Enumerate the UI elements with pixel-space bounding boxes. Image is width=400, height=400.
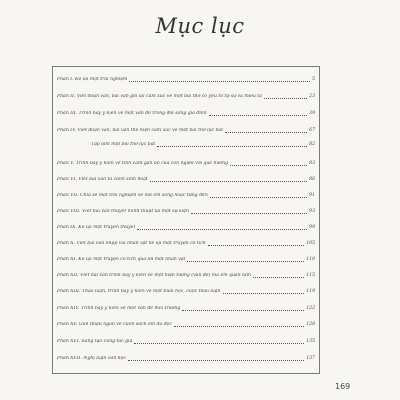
toc-entry-text: Phần VI. Viết bài văn tả cảnh sinh hoạt xyxy=(57,177,148,182)
toc-entry[interactable] xyxy=(57,107,315,117)
toc-entry[interactable] xyxy=(57,269,315,279)
toc-entry-page: 105 xyxy=(306,241,315,246)
toc-entry[interactable] xyxy=(57,318,315,328)
toc-leader-dots xyxy=(209,115,307,116)
toc-entry-page: 86 xyxy=(309,177,315,182)
toc-entry[interactable] xyxy=(57,253,315,263)
toc-entry-text: Phần IX. Kể lại một truyền thuyết xyxy=(57,225,136,230)
toc-entry-page: 82 xyxy=(309,142,315,147)
toc-entry-text: Phần III. Trình bày ý kiến về một vấn đề trong đời sống gia đình xyxy=(57,111,207,116)
toc-entry-page: 99 xyxy=(309,225,315,230)
toc-entry[interactable] xyxy=(57,173,315,183)
toc-entry-page: 23 xyxy=(309,94,315,99)
toc-leader-dots xyxy=(182,310,304,311)
toc-entry[interactable] xyxy=(57,352,315,362)
toc-leader-dots xyxy=(137,229,307,230)
toc-leader-dots xyxy=(253,277,304,278)
toc-leader-dots xyxy=(157,146,307,147)
toc-entry-text: Phần X. Viết bài văn nhập vai nhân vật kể lại một truyện cổ tích xyxy=(57,241,206,246)
toc-entry[interactable] xyxy=(57,124,315,134)
toc-entry-page: 5 xyxy=(312,77,315,82)
toc-leader-dots xyxy=(187,261,304,262)
toc-entry-page: 110 xyxy=(306,257,315,262)
toc-leader-dots xyxy=(210,197,307,198)
toc-entry-text: Phần VIII. Viết bài văn thuyết minh thuật lại một sự kiện xyxy=(57,209,189,214)
toc-leader-dots xyxy=(174,326,304,327)
toc-sub-entry[interactable] xyxy=(91,138,315,148)
toc-entry-page: 128 xyxy=(306,322,315,327)
toc-entry-page: 119 xyxy=(306,289,315,294)
toc-entry[interactable] xyxy=(57,73,315,83)
toc-entry-text: Phần V. Trình bày ý kiến về tình cảm gắn bó của con người với quê hương xyxy=(57,161,229,166)
toc-entry-page: 115 xyxy=(306,273,315,278)
page-number: 169 xyxy=(335,382,351,391)
toc-entry-page: 83 xyxy=(309,161,315,166)
toc-leader-dots xyxy=(150,181,307,182)
toc-entry-text: Phần XVI. Sáng tạo cùng tác giả xyxy=(57,339,133,344)
table-of-contents xyxy=(52,66,320,374)
toc-entry[interactable] xyxy=(57,237,315,247)
toc-entry-text: Phần XIII. Thảo luận, trình bày ý kiến về một buổi học, cuộc thảo luận xyxy=(57,289,221,294)
toc-entry[interactable] xyxy=(57,221,315,231)
toc-entry[interactable] xyxy=(57,285,315,295)
toc-entry-text: Phần VII. Chia sẻ một trải nghiệm về nơi em sống hoặc từng đến xyxy=(57,193,208,198)
toc-entry[interactable] xyxy=(57,157,315,167)
toc-leader-dots xyxy=(223,293,305,294)
toc-entry-text: Phần XII. Viết bài văn trình bày ý kiến về một hiện tượng (vấn đề) mà em quan tâm xyxy=(57,273,252,278)
toc-leader-dots xyxy=(128,360,304,361)
toc-leader-dots xyxy=(264,98,307,99)
toc-entry-page: 135 xyxy=(306,339,315,344)
toc-leader-dots xyxy=(208,245,304,246)
toc-entry[interactable] xyxy=(57,205,315,215)
toc-entry-page: 93 xyxy=(309,209,315,214)
toc-entry-text: Phần XVII. Nghị luận văn học xyxy=(57,356,126,361)
toc-leader-dots xyxy=(230,165,307,166)
toc-entry[interactable] xyxy=(57,189,315,199)
toc-entry-page: 91 xyxy=(309,193,315,198)
toc-entry-text: Phần XI. Kể lại một truyện cổ tích qua lời một nhân vật xyxy=(57,257,186,262)
toc-entry-text: Phần XV. Giới thiệu ngắn về cuốn sách em đã đọc xyxy=(57,322,172,327)
toc-entry[interactable] xyxy=(57,90,315,100)
toc-entry-page: 122 xyxy=(306,306,315,311)
toc-entry-page: 39 xyxy=(309,111,315,116)
toc-entry-text: Phần IV. Viết đoạn văn, bài văn thể hiện cảm xúc về một bài thơ lục bát xyxy=(57,128,224,133)
toc-entry[interactable] xyxy=(57,335,315,345)
page-title: Mục lục xyxy=(155,14,245,38)
toc-entry-page: 137 xyxy=(306,356,315,361)
toc-leader-dots xyxy=(134,343,304,344)
toc-entry-text: Phần I. Kể lại một trải nghiệm xyxy=(57,77,128,82)
toc-leader-dots xyxy=(191,213,307,214)
toc-entry-text: Phần XIV. Trình bày ý kiến về một vấn đề môi trường xyxy=(57,306,181,311)
toc-entry-text: Phần II. Viết đoạn văn, bài văn ghi lại cảm xúc về một bài thơ có yếu tố tự sự và miêu tả xyxy=(57,94,262,99)
toc-entry-text: Tập làm một bài thơ lục bát xyxy=(91,142,156,147)
toc-entry-page: 67 xyxy=(309,128,315,133)
toc-leader-dots xyxy=(225,132,307,133)
toc-leader-dots xyxy=(129,81,310,82)
toc-entry[interactable] xyxy=(57,302,315,312)
